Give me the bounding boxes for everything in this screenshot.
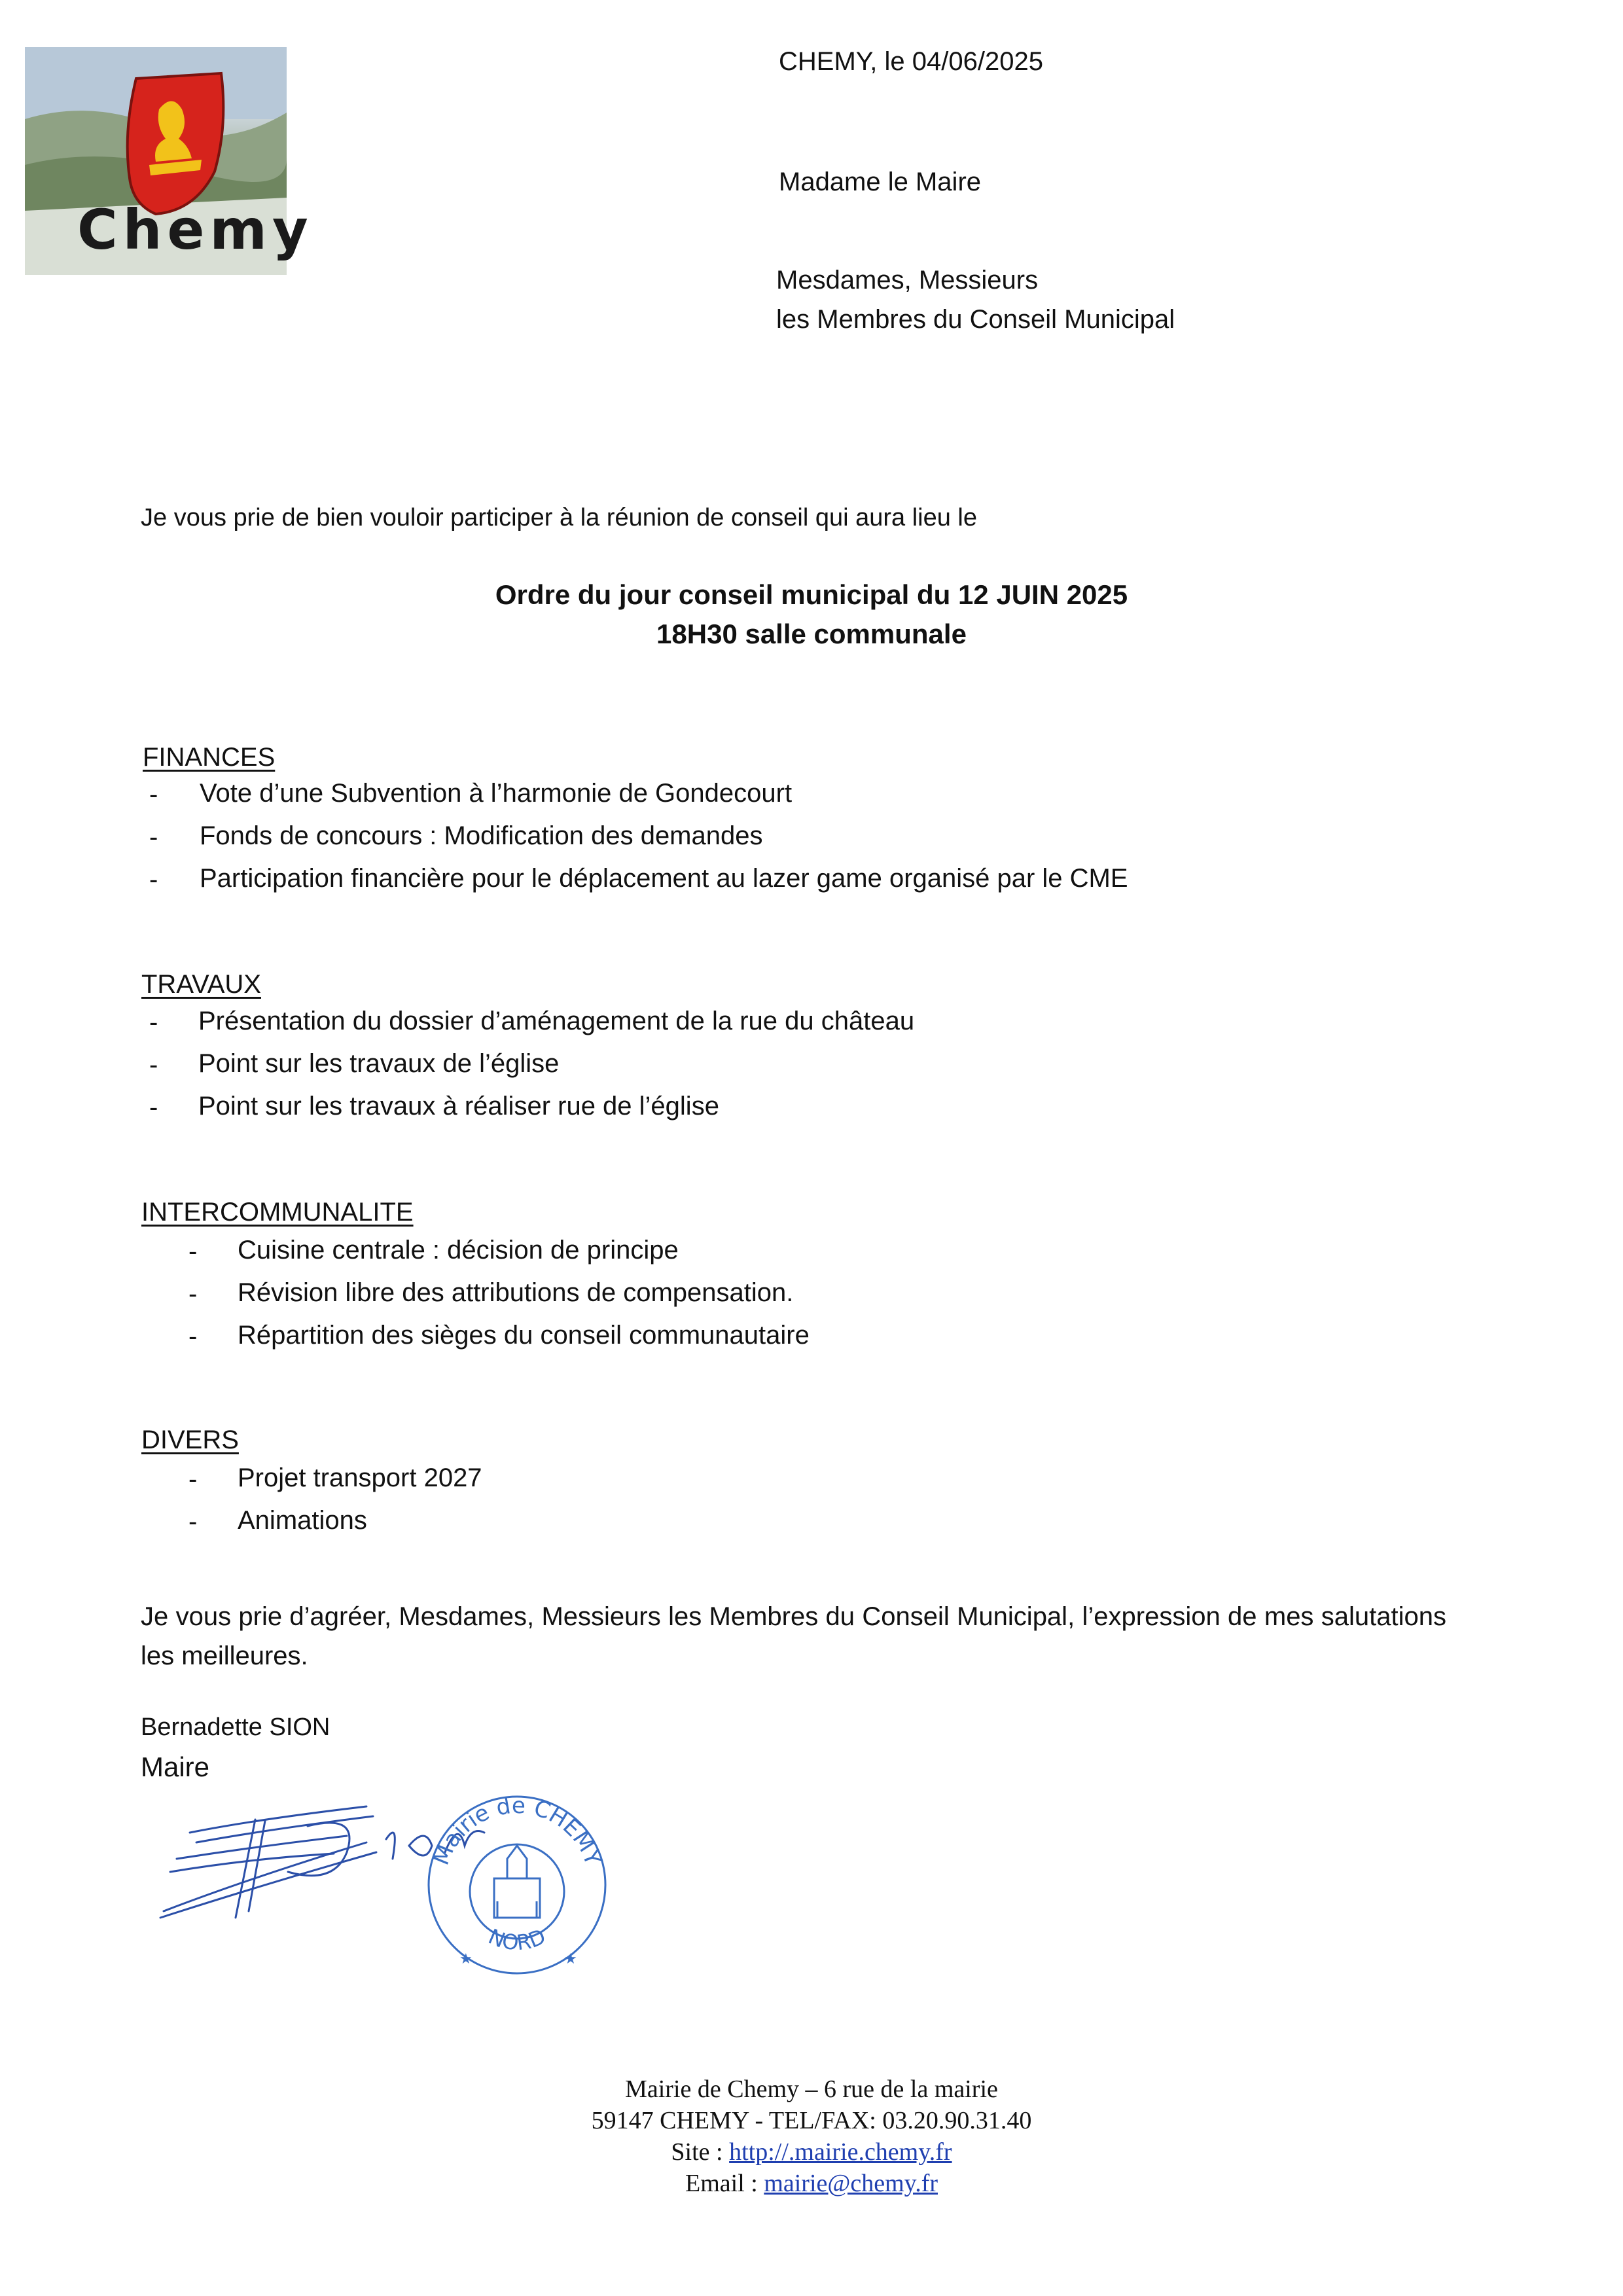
- list-bullet: -: [188, 1280, 198, 1308]
- list-item: Point sur les travaux de l’église: [198, 1049, 560, 1078]
- list-bullet: -: [149, 780, 158, 809]
- footer-email-label: Email :: [685, 2170, 764, 2197]
- list-item: Point sur les travaux à réaliser rue de l’église: [198, 1092, 719, 1121]
- footer-site: [0, 2138, 1623, 2166]
- list-item: Projet transport 2027: [238, 1463, 482, 1492]
- list-item: Animations: [238, 1506, 367, 1535]
- list-bullet: -: [188, 1322, 198, 1351]
- agenda-title: Ordre du jour conseil municipal du 12 JUIN 2025: [495, 579, 1128, 610]
- section-heading-travaux: TRAVAUX: [141, 970, 261, 999]
- section-heading-intercommunalite: INTERCOMMUNALITE: [141, 1198, 414, 1227]
- list-item: Participation financière pour le déplacement au lazer game organisé par le CME: [200, 864, 1128, 893]
- signatory-name: Bernadette SION: [141, 1713, 330, 1741]
- town-logo: [25, 47, 313, 275]
- closing-paragraph: Je vous prie d’agréer, Mesdames, Messieurs les Membres du Conseil Municipal, l’expression de mes salutations les meilleures.: [141, 1602, 1446, 1670]
- footer-site-label: Site :: [671, 2138, 730, 2166]
- logo-text: Chemy: [77, 198, 313, 262]
- intro-text: Je vous prie de bien vouloir participer à la réunion de conseil qui aura lieu le: [141, 504, 977, 531]
- list-bullet: -: [188, 1465, 198, 1494]
- list-item: Présentation du dossier d’aménagement de la rue du château: [198, 1007, 915, 1035]
- list-bullet: -: [149, 1050, 158, 1079]
- list-bullet: -: [149, 1008, 158, 1037]
- signatory-role: Maire: [141, 1751, 210, 1782]
- svg-text:★: ★: [564, 1950, 577, 1967]
- list-bullet: -: [188, 1237, 198, 1266]
- footer-email: [0, 2169, 1623, 2198]
- stamp-top-text: Mairie de CHEMY: [427, 1792, 607, 1869]
- list-item: Vote d’une Subvention à l’harmonie de Gondecourt: [200, 779, 793, 808]
- section-heading-divers: DIVERS: [141, 1426, 239, 1454]
- recipient-mayor: Madame le Maire: [779, 168, 982, 196]
- recipient-line-2: les Membres du Conseil Municipal: [776, 305, 1175, 334]
- mairie-stamp: [419, 1787, 615, 1983]
- website-link[interactable]: http://.mairie.chemy.fr: [729, 2138, 952, 2166]
- footer-address: Mairie de Chemy – 6 rue de la mairie: [625, 2075, 998, 2103]
- section-heading-finances: FINANCES: [143, 743, 276, 772]
- stamp-bottom-text: NORD: [484, 1924, 550, 1956]
- list-item: Fonds de concours : Modification des demandes: [200, 821, 763, 850]
- agenda-subtitle: 18H30 salle communale: [656, 619, 967, 649]
- list-item: Révision libre des attributions de compensation.: [238, 1278, 794, 1307]
- list-bullet: -: [149, 865, 158, 894]
- list-item: Cuisine centrale : décision de principe: [238, 1236, 679, 1265]
- list-bullet: -: [149, 823, 158, 852]
- list-bullet: -: [149, 1093, 158, 1122]
- svg-text:★: ★: [459, 1950, 473, 1967]
- recipient-line-1: Mesdames, Messieurs: [776, 266, 1039, 295]
- footer-contact: 59147 CHEMY - TEL/FAX: 03.20.90.31.40: [591, 2107, 1032, 2134]
- list-item: Répartition des sièges du conseil communautaire: [238, 1321, 810, 1350]
- list-bullet: -: [188, 1507, 198, 1536]
- email-link[interactable]: mairie@chemy.fr: [764, 2170, 938, 2197]
- date-line: CHEMY, le 04/06/2025: [779, 47, 1043, 76]
